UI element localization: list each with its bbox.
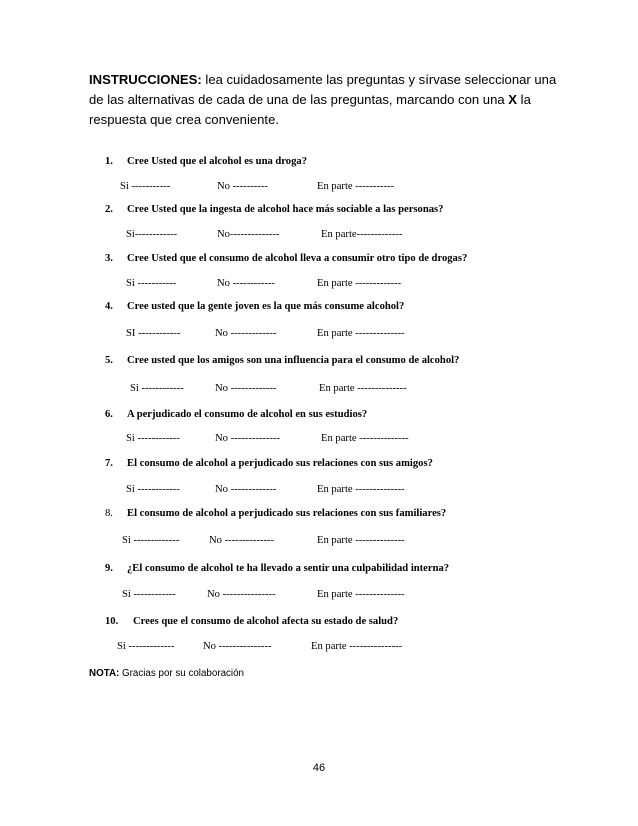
page-number: 46 — [312, 762, 326, 774]
option-no[interactable]: No-------------- — [217, 229, 280, 240]
option-no[interactable]: No --------------- — [207, 589, 276, 600]
question-text: ¿El consumo de alcohol te ha llevado a sentir una culpabilidad interna? — [127, 563, 450, 574]
instructions-text: lea cuidadosamente las preguntas y sírvase seleccionar una de las alternativas de cada de una de las preguntas, marcando con una — [89, 72, 557, 107]
question-text: Cree usted que los amigos son una influencia para el consumo de alcohol? — [127, 355, 460, 366]
instructions-x-mark: X — [508, 92, 518, 107]
question-2 — [105, 204, 443, 215]
option-si[interactable]: Si ------------ — [126, 433, 180, 444]
question-6 — [105, 409, 367, 420]
option-si[interactable]: Si ------------- — [117, 641, 175, 652]
note-label: NOTA: — [89, 668, 120, 679]
option-en-parte[interactable]: En parte -------------- — [317, 484, 405, 495]
option-si[interactable]: Si ------------- — [122, 535, 180, 546]
question-1 — [105, 156, 307, 167]
question-text: A perjudicado el consumo de alcohol en sus estudios? — [127, 409, 368, 420]
question-text: Cree Usted que la ingesta de alcohol hace más sociable a las personas? — [127, 204, 444, 215]
option-si[interactable]: Si ----------- — [126, 278, 177, 289]
question-number: 2. — [105, 204, 113, 215]
option-en-parte[interactable]: En parte -------------- — [319, 383, 407, 394]
question-number: 1. — [105, 156, 113, 167]
option-en-parte[interactable]: En parte -------------- — [317, 535, 405, 546]
option-en-parte[interactable]: En parte --------------- — [311, 641, 403, 652]
question-10 — [105, 616, 398, 627]
option-no[interactable]: No -------------- — [209, 535, 274, 546]
question-number: 4. — [105, 301, 113, 312]
question-text: Crees que el consumo de alcohol afecta su estado de salud? — [133, 616, 399, 627]
option-en-parte[interactable]: En parte ----------- — [317, 181, 395, 192]
option-si[interactable]: SI ------------ — [126, 328, 181, 339]
question-text: Cree Usted que el consumo de alcohol lleva a consumir otro tipo de drogas? — [127, 253, 468, 264]
question-number: 9. — [105, 563, 113, 574]
option-no[interactable]: No ------------- — [215, 484, 277, 495]
footer-note — [89, 668, 244, 679]
question-number: 7. — [105, 458, 113, 469]
question-4 — [105, 301, 404, 312]
instructions-paragraph — [89, 70, 559, 130]
option-en-parte[interactable]: En parte -------------- — [317, 589, 405, 600]
option-si[interactable]: Si ------------ — [126, 484, 180, 495]
option-si[interactable]: Si ------------ — [130, 383, 184, 394]
question-text: Cree Usted que el alcohol es una droga? — [127, 156, 307, 167]
option-no[interactable]: No --------------- — [203, 641, 272, 652]
option-no[interactable]: No ------------- — [215, 328, 277, 339]
question-text: El consumo de alcohol a perjudicado sus relaciones con sus familiares? — [127, 508, 447, 519]
option-si[interactable]: Si ----------- — [120, 181, 171, 192]
instructions-label: INSTRUCCIONES: — [89, 72, 202, 87]
option-no[interactable]: No -------------- — [215, 433, 280, 444]
question-7 — [105, 458, 433, 469]
question-3 — [105, 253, 467, 264]
question-text: El consumo de alcohol a perjudicado sus relaciones con sus amigos? — [127, 458, 433, 469]
option-no[interactable]: No ---------- — [217, 181, 268, 192]
question-number: 3. — [105, 253, 113, 264]
question-number: 8. — [105, 508, 113, 519]
question-9 — [105, 563, 449, 574]
option-en-parte[interactable]: En parte------------- — [321, 229, 403, 240]
question-number: 10. — [105, 616, 119, 627]
option-en-parte[interactable]: En parte -------------- — [321, 433, 409, 444]
option-si[interactable]: Si------------ — [126, 229, 178, 240]
instructions-text-end: la respuesta que crea conveniente. — [89, 92, 531, 127]
question-text: Cree usted que la gente joven es la que más consume alcohol? — [127, 301, 405, 312]
option-no[interactable]: No ------------- — [215, 383, 277, 394]
option-no[interactable]: No ------------ — [217, 278, 275, 289]
question-number: 5. — [105, 355, 113, 366]
option-en-parte[interactable]: En parte -------------- — [317, 328, 405, 339]
option-en-parte[interactable]: En parte ------------- — [317, 278, 402, 289]
note-text: Gracias por su colaboración — [119, 668, 244, 679]
question-number: 6. — [105, 409, 113, 420]
option-si[interactable]: Si ------------ — [122, 589, 176, 600]
question-5 — [105, 355, 459, 366]
question-8 — [105, 508, 446, 519]
